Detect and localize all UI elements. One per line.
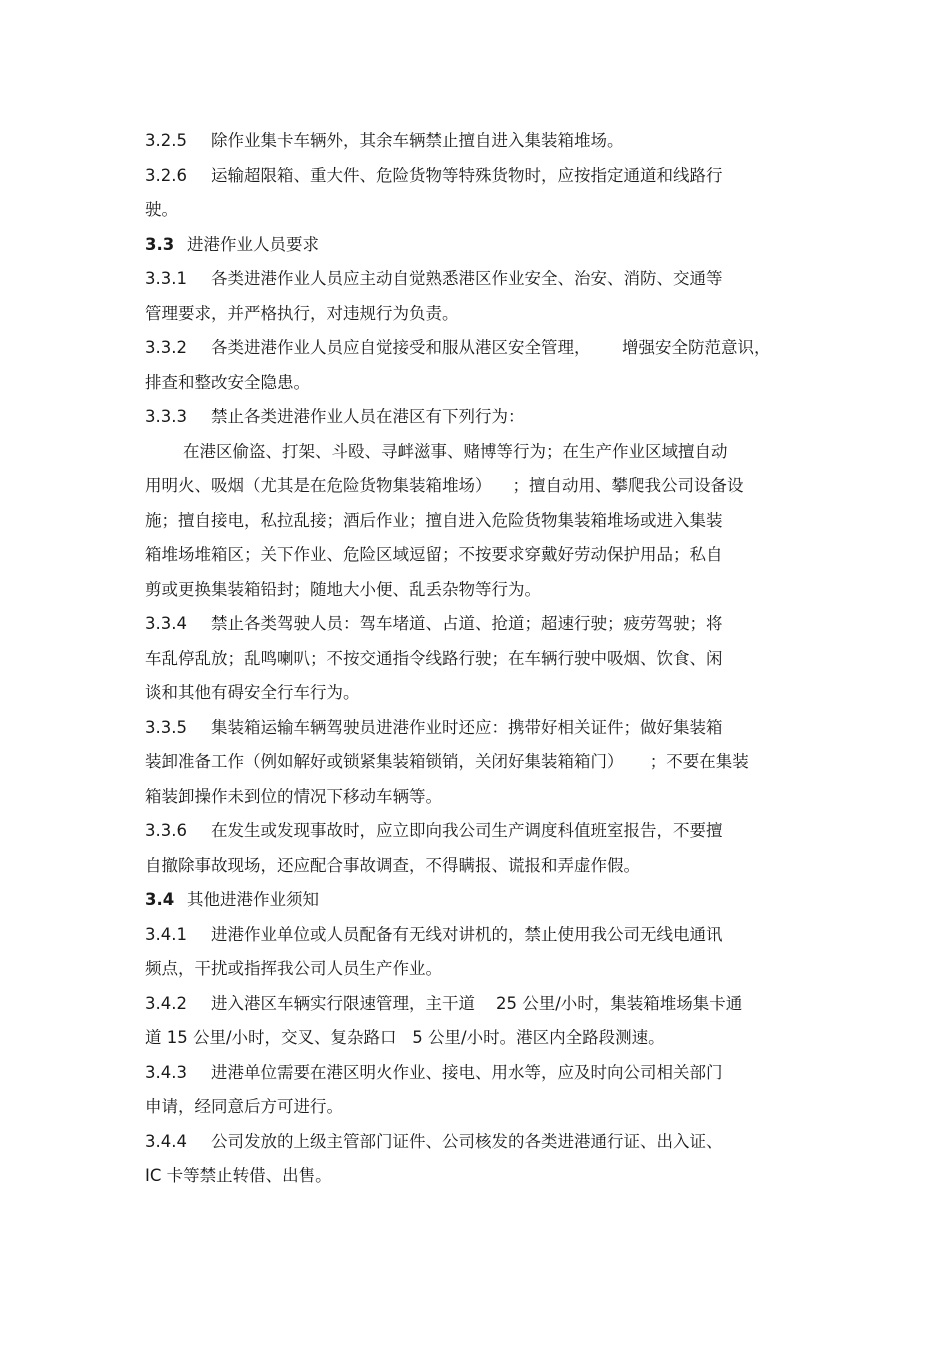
clause-text: 用明火、吸烟（尤其是在危险货物集装箱堆场） ；擅自动用、攀爬我公司设备设 [145,476,744,495]
text-line [145,780,805,815]
text-line [145,676,805,711]
text-line [145,331,805,366]
clause-text: 频点，干扰或指挥我公司人员生产作业。 [145,959,442,978]
text-line [145,883,805,918]
clause [145,918,805,987]
text-line [145,745,805,780]
section-title: 进港作业人员要求 [187,234,319,254]
clause-text: 在港区偷盗、打架、斗殴、寻衅滋事、赌博等行为；在生产作业区域擅自动 [183,441,728,461]
clause [145,711,805,815]
text-line [145,1090,805,1125]
section-title: 其他进港作业须知 [187,890,319,909]
text-line [145,918,805,953]
clause-number: 3.2.6 [145,165,187,185]
text-line [145,228,805,263]
clause-number: 3.4.2 [145,993,187,1013]
clause [145,331,805,400]
clause-text: 各类进港作业人员应主动自觉熟悉港区作业安全、治安、消防、交通等 [211,269,723,288]
clause [145,262,805,331]
clause-text: IC 卡等禁止转借、出售。 [145,1166,332,1185]
clause-number: 3.4.4 [145,1131,187,1151]
text-line [145,814,805,849]
clause-text: 箱装卸操作未到位的情况下移动车辆等。 [145,786,442,806]
clause [145,1125,805,1194]
clause-number: 3.3.2 [145,338,187,357]
text-line [145,1021,805,1056]
section-number: 3.4 [145,890,175,909]
clause-text: 除作业集卡车辆外，其余车辆禁止擅自进入集装箱堆场。 [211,131,624,150]
clause-paragraph [145,435,805,608]
text-line [145,124,805,159]
section-heading [145,883,805,918]
clause-text: 谈和其他有碍安全行车行为。 [145,683,360,702]
text-line [145,400,805,435]
clause [145,159,805,228]
clause-text: 进港作业单位或人员配备有无线对讲机的，禁止使用我公司无线电通讯 [211,924,723,944]
section-heading [145,228,805,263]
text-line [145,987,805,1022]
clause-text: 公司发放的上级主管部门证件、公司核发的各类进港通行证、出入证、 [211,1131,723,1151]
clause-text: 剪或更换集装箱铅封；随地大小便、乱丢杂物等行为。 [145,579,541,599]
text-line [145,504,805,539]
text-line [145,573,805,608]
text-line [145,642,805,677]
text-line [145,607,805,642]
text-line [145,297,805,332]
text-line [145,159,805,194]
clause-text: 申请，经同意后方可进行。 [145,1097,343,1116]
clause-number: 3.3.4 [145,614,187,633]
text-line [145,538,805,573]
clause-text: 运输超限箱、重大件、危险货物等特殊货物时，应按指定通道和线路行 [211,165,723,185]
clause-text: 装卸准备工作（例如解好或锁紧集装箱锁销，关闭好集装箱箱门） ；不要在集装 [145,752,749,771]
clause-number: 3.4.3 [145,1062,187,1082]
text-line [145,1159,805,1194]
text-line [145,952,805,987]
clause [145,1056,805,1125]
clause-text: 排查和整改安全隐患。 [145,372,310,392]
clause-text: 进入港区车辆实行限速管理，主干道 25 公里/小时，集装箱堆场集卡通 [211,993,743,1013]
clause-text: 管理要求，并严格执行，对违规行为负责。 [145,303,459,323]
clause-text: 道 15 公里/小时，交叉、复杂路口 5 公里/小时。港区内全路段测速。 [145,1028,665,1047]
text-line [145,1056,805,1091]
clause-number: 3.3.3 [145,407,187,426]
clause-text: 在发生或发现事故时，应立即向我公司生产调度科值班室报告，不要擅 [211,821,723,840]
clause-number: 3.4.1 [145,924,187,944]
clause-number: 3.3.6 [145,821,187,840]
text-line [145,193,805,228]
clause-text: 各类进港作业人员应自觉接受和服从港区安全管理， 增强安全防范意识， [211,338,771,357]
clause-text: 自撤除事故现场，还应配合事故调查，不得瞒报、谎报和弄虚作假。 [145,855,640,875]
clause [145,987,805,1056]
text-line [145,849,805,884]
clause-number: 3.2.5 [145,131,187,150]
clause-text: 集装箱运输车辆驾驶员进港作业时还应：携带好相关证件；做好集装箱 [211,717,723,737]
clause-text: 驶。 [145,200,178,219]
clause-text: 箱堆场堆箱区；关下作业、危险区域逗留；不按要求穿戴好劳动保护用品；私自 [145,545,723,564]
clause [145,814,805,883]
clause [145,400,805,435]
section-number: 3.3 [145,234,175,254]
clause-text: 禁止各类驾驶人员：驾车堵道、占道、抢道；超速行驶；疲劳驾驶；将 [211,614,723,633]
text-line [145,1125,805,1160]
clause [145,124,805,159]
clause-number: 3.3.1 [145,269,187,288]
clause-text: 施；擅自接电，私拉乱接；酒后作业；擅自进入危险货物集装箱堆场或进入集装 [145,510,723,530]
text-line [145,366,805,401]
clause [145,607,805,711]
document-body [145,124,805,1194]
clause-text: 进港单位需要在港区明火作业、接电、用水等，应及时向公司相关部门 [211,1062,723,1082]
clause-number: 3.3.5 [145,717,187,737]
text-line [145,262,805,297]
text-line [145,711,805,746]
clause-text: 车乱停乱放；乱鸣喇叭；不按交通指令线路行驶；在车辆行驶中吸烟、饮食、闲 [145,648,723,668]
text-line [145,435,805,470]
text-line [145,469,805,504]
clause-text: 禁止各类进港作业人员在港区有下列行为： [211,407,525,426]
